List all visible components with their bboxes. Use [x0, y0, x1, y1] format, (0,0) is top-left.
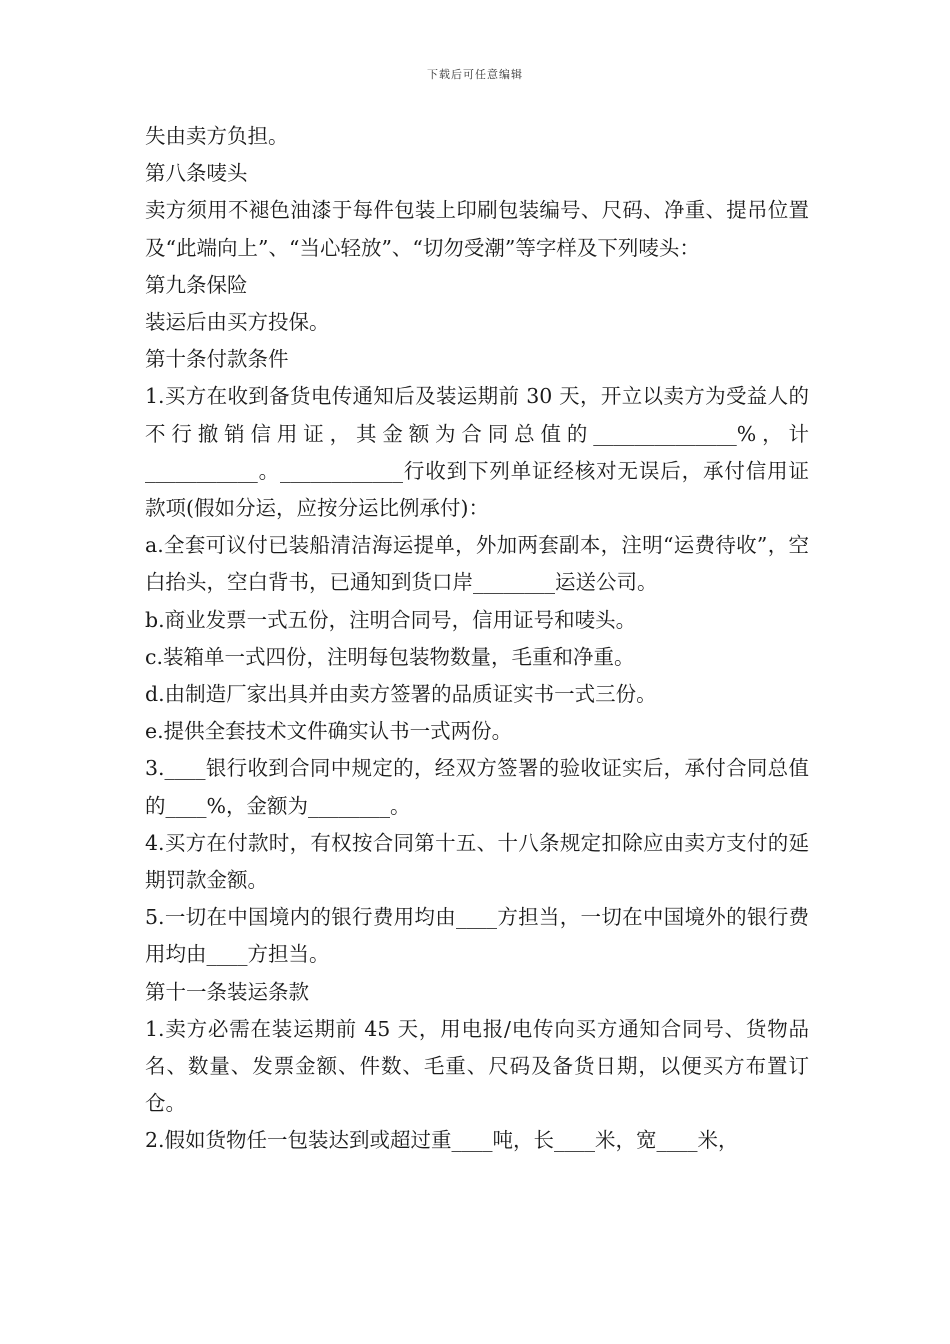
paragraph: 1.买方在收到备货电传通知后及装运期前 30 天，开立以卖方为受益人的不行撤销信用证，其金额为合同总值的______________%，计___________。____________行收到下列单证经核对无误后，承付信用证款项(假如分运，应按分运比例承付)：	[145, 384, 809, 521]
paragraph: 卖方须用不褪色油漆于每件包装上印刷包装编号、尺码、净重、提吊位置及“此端向上”、“当心轻放”、“切勿受潮”等字样及下列唛头：	[145, 198, 809, 260]
paragraph: 1.卖方必需在装运期前 45 天，用电报/电传向买方通知合同号、货物品名、数量、发票金额、件数、毛重、尺码及备货日期，以便买方布置订仓。	[145, 1016, 809, 1116]
section-heading-article-11: 第十一条装运条款	[145, 979, 309, 1004]
document-body	[145, 118, 809, 1160]
section-heading-article-9: 第九条保险	[145, 272, 248, 297]
paragraph: 3.____银行收到合同中规定的，经双方签署的验收证实后，承付合同总值的____%，金额为________。	[145, 756, 809, 818]
paragraph: 2.假如货物任一包装达到或超过重____吨，长____米，宽____米，	[145, 1128, 739, 1153]
page-header-note: 下载后可任意编辑	[427, 68, 523, 81]
paragraph: 4.买方在付款时，有权按合同第十五、十八条规定扣除应由卖方支付的延期罚款金额。	[145, 830, 809, 893]
paragraph: 失由卖方负担。	[145, 124, 289, 148]
list-item: a.全套可议付已装船清洁海运提单，外加两套副本，注明“运费待收”，空白抬头，空白背书，已通知到货口岸________运送公司。	[145, 533, 809, 595]
paragraph: 装运后由买方投保。	[145, 310, 330, 335]
paragraph: 5.一切在中国境内的银行费用均由____方担当，一切在中国境外的银行费用均由____方担当。	[145, 905, 809, 967]
list-item: d.由制造厂家出具并由卖方签署的品质证实书一式三份。	[145, 682, 657, 707]
section-heading-article-8: 第八条唛头	[145, 161, 248, 186]
list-item: c.装箱单一式四份，注明每包装物数量，毛重和净重。	[145, 644, 635, 669]
list-item: e.提供全套技术文件确实认书一式两份。	[145, 719, 513, 744]
section-heading-article-10: 第十条付款条件	[145, 347, 289, 372]
list-item: b.商业发票一式五份，注明合同号，信用证号和唛头。	[145, 607, 637, 632]
